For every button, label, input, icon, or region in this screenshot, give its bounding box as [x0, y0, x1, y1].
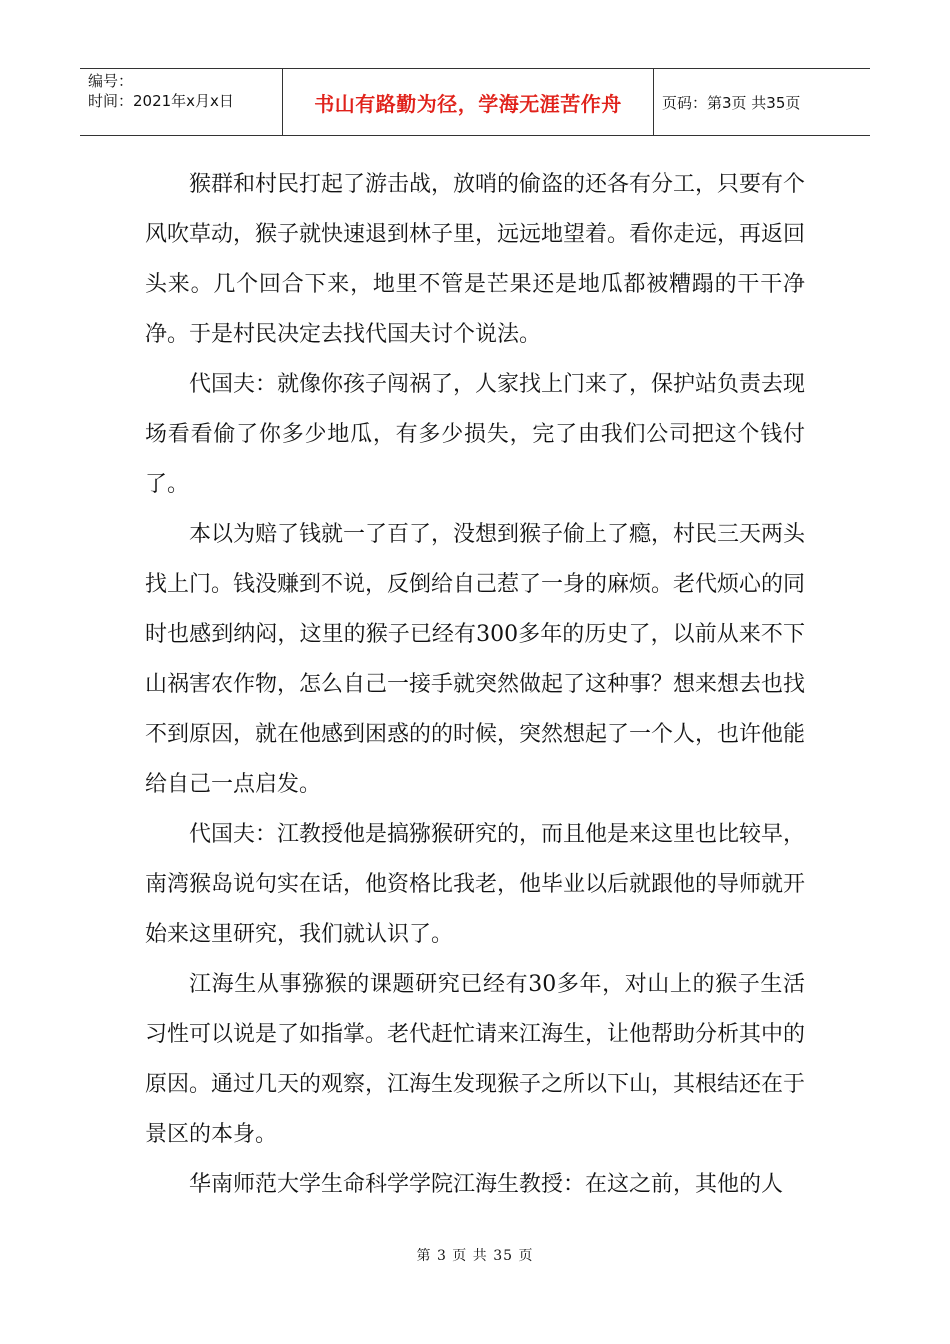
document-time-label: 时间：2021年x月x日	[88, 92, 234, 110]
page-footer: 第 3 页 共 35 页	[416, 1248, 534, 1264]
header-motto: 书山有路勤为径，学海无涯苦作舟	[283, 69, 654, 135]
document-number-label: 编号：	[88, 72, 134, 90]
header-page-info: 页码：第3页 共35页	[662, 93, 801, 112]
paragraph: 本以为赔了钱就一了百了，没想到猴子偷上了瘾，村民三天两头找上门。钱没赚到不说，反倒给自己惹了一身的麻烦。老代烦心的同时也感到纳闷，这里的猴子已经有300多年的历史了，以前从来不下山祸害农作物，怎么自己一接手就突然做起了这种事？想来想去也找不到原因，就在他感到困惑的的时候，突然想起了一个人，也许他能给自己一点启发。	[145, 522, 806, 797]
paragraph: 代国夫：就像你孩子闯祸了，人家找上门来了，保护站负责去现场看看偷了你多少地瓜，有多少损失，完了由我们公司把这个钱付了。	[145, 372, 806, 497]
paragraph: 代国夫：江教授他是搞猕猴研究的，而且他是来这里也比较早，南湾猴岛说句实在话，他资格比我老，他毕业以后就跟他的导师就开始来这里研究，我们就认识了。	[145, 822, 806, 947]
document-body	[145, 160, 805, 1210]
paragraph: 猴群和村民打起了游击战，放哨的偷盗的还各有分工，只要有个风吹草动，猴子就快速退到林子里，远远地望着。看你走远，再返回头来。几个回合下来，地里不管是芒果还是地瓜都被糟蹋的干干净净。于是村民决定去找代国夫讨个说法。	[145, 172, 806, 347]
header-left-cell	[80, 69, 283, 135]
header-table	[80, 68, 870, 136]
paragraph: 江海生从事猕猴的课题研究已经有30多年，对山上的猴子生活习性可以说是了如指掌。老代赶忙请来江海生，让他帮助分析其中的原因。通过几天的观察，江海生发现猴子之所以下山，其根结还在于景区的本身。	[145, 972, 806, 1147]
paragraph: 华南师范大学生命科学学院江海生教授：在这之前，其他的人	[189, 1172, 784, 1197]
